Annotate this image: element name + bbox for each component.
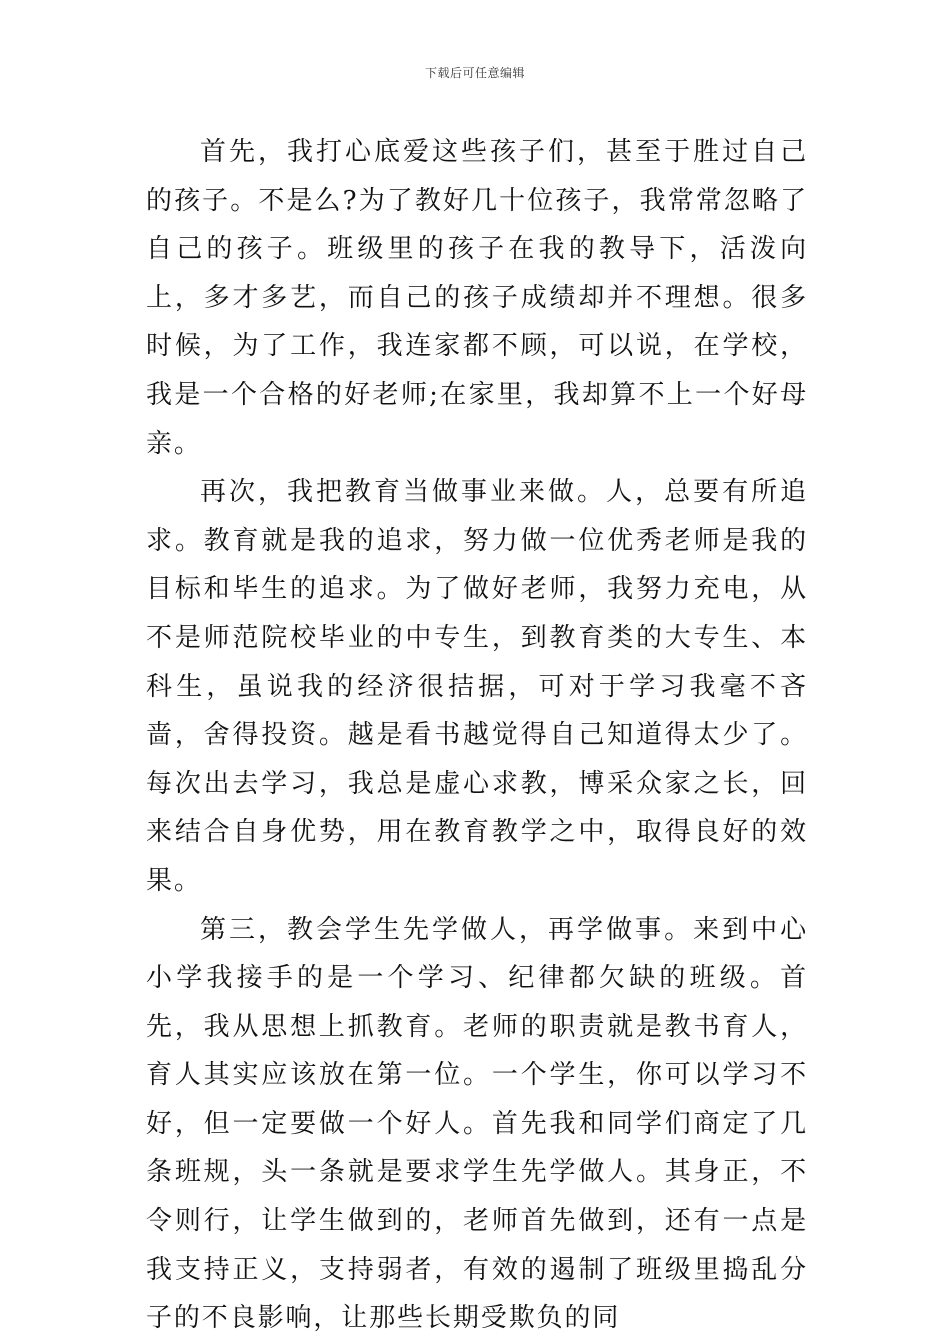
paragraph-3: 第三，教会学生先学做人，再学做事。来到中心小学我接手的是一个学习、纪律都欠缺的班级。首先，我从思想上抓教育。老师的职责就是教书育人，育人其实应该放在第一位。一个学生，你可以学习不好，但一定要做一个好人。首先我和同学们商定了几条班规，头一条就是要求学生先学做人。其身正，不令则行，让学生做到的，老师首先做到，还有一点是我支持正义，支持弱者，有效的遏制了班级里捣乱分子的不良影响，让那些长期受欺负的同 [146, 914, 808, 1334]
page-header-note: 下载后可任意编辑 [424, 66, 525, 80]
paragraph-2: 再次，我把教育当做事业来做。人，总要有所追求。教育就是我的追求，努力做一位优秀老师是我的目标和毕生的追求。为了做好老师，我努力充电，从不是师范院校毕业的中专生，到教育类的大专生、本科生，虽说我的经济很拮据，可对于学习我毫不吝啬，舍得投资。越是看书越觉得自己知道得太少了。每次出去学习，我总是虚心求教，博采众家之长，回来结合自身优势，用在教育教学之中，取得良好的效果。 [146, 477, 808, 896]
paragraph-1: 首先，我打心底爱这些孩子们，甚至于胜过自己的孩子。不是么?为了教好几十位孩子，我常常忽略了自己的孩子。班级里的孩子在我的教导下，活泼向上，多才多艺，而自己的孩子成绩却并不理想。很多时候，为了工作，我连家都不顾，可以说，在学校，我是一个合格的好老师;在家里，我却算不上一个好母亲。 [146, 137, 808, 459]
document-body [146, 128, 808, 1343]
